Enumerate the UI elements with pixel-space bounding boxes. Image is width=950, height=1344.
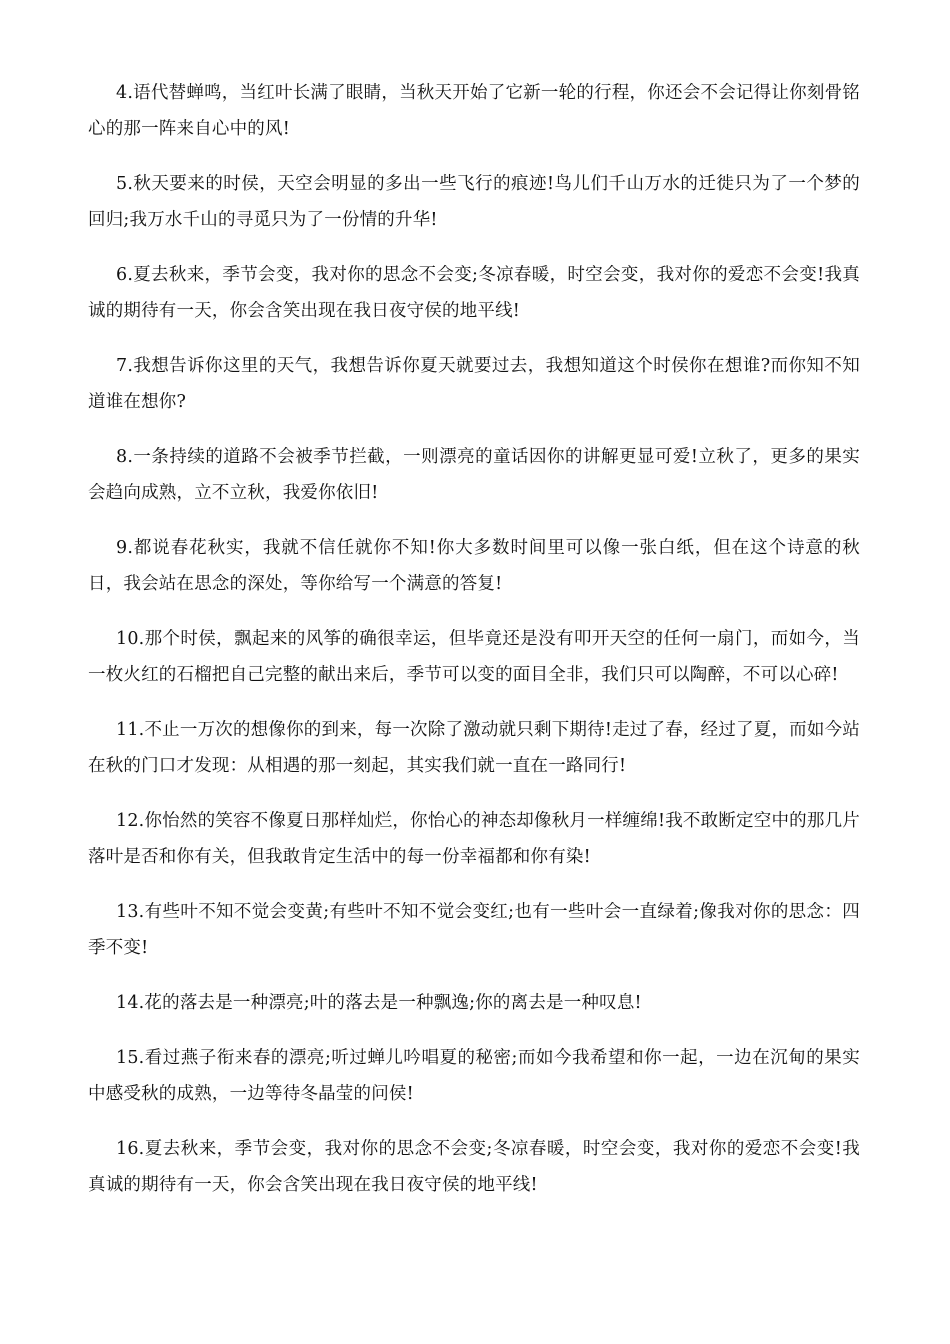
paragraph-10: 10.那个时侯，飘起来的风筝的确很幸运，但毕竟还是没有叩开天空的任何一扇门，而如今，当一枚火红的石榴把自己完整的献出来后，季节可以变的面目全非，我们只可以陶醉，不可以心碎! bbox=[88, 629, 860, 685]
paragraph-14: 14.花的落去是一种漂亮;叶的落去是一种飘逸;你的离去是一种叹息! bbox=[116, 993, 642, 1013]
paragraph-16: 16.夏去秋来，季节会变，我对你的思念不会变;冬凉春暖，时空会变，我对你的爱恋不会变!我真诚的期待有一天，你会含笑出现在我日夜守侯的地平线! bbox=[88, 1139, 860, 1195]
paragraph-12: 12.你怡然的笑容不像夏日那样灿烂，你怡心的神态却像秋月一样缠绵!我不敢断定空中的那几片落叶是否和你有关，但我敢肯定生活中的每一份幸福都和你有染! bbox=[88, 811, 860, 867]
paragraph-6: 6.夏去秋来，季节会变，我对你的思念不会变;冬凉春暖，时空会变，我对你的爱恋不会变!我真诚的期待有一天，你会含笑出现在我日夜守侯的地平线! bbox=[88, 265, 860, 321]
paragraph-8: 8.一条持续的道路不会被季节拦截，一则漂亮的童话因你的讲解更显可爱!立秋了，更多的果实会趋向成熟，立不立秋，我爱你依旧! bbox=[88, 447, 860, 503]
paragraph-5: 5.秋天要来的时侯，天空会明显的多出一些飞行的痕迹!鸟儿们千山万水的迁徙只为了一个梦的回归;我万水千山的寻觅只为了一份情的升华! bbox=[88, 174, 860, 230]
paragraph-15: 15.看过燕子衔来春的漂亮;听过蝉儿吟唱夏的秘密;而如今我希望和你一起，一边在沉甸的果实中感受秋的成熟，一边等待冬晶莹的问侯! bbox=[88, 1048, 860, 1104]
paragraph-7: 7.我想告诉你这里的天气，我想告诉你夏天就要过去，我想知道这个时侯你在想谁?而你知不知道谁在想你? bbox=[88, 356, 860, 412]
paragraph-9: 9.都说春花秋实，我就不信任就你不知!你大多数时间里可以像一张白纸，但在这个诗意的秋日，我会站在思念的深处，等你给写一个满意的答复! bbox=[88, 538, 860, 594]
paragraph-11: 11.不止一万次的想像你的到来，每一次除了激动就只剩下期待!走过了春，经过了夏，而如今站在秋的门口才发现：从相遇的那一刻起，其实我们就一直在一路同行! bbox=[88, 720, 860, 776]
paragraph-13: 13.有些叶不知不觉会变黄;有些叶不知不觉会变红;也有一些叶会一直绿着;像我对你的思念：四季不变! bbox=[88, 902, 860, 958]
paragraph-4: 4.语代替蝉鸣，当红叶长满了眼睛，当秋天开始了它新一轮的行程，你还会不会记得让你刻骨铭心的那一阵来自心中的风! bbox=[88, 83, 860, 139]
document-body bbox=[88, 75, 860, 1222]
